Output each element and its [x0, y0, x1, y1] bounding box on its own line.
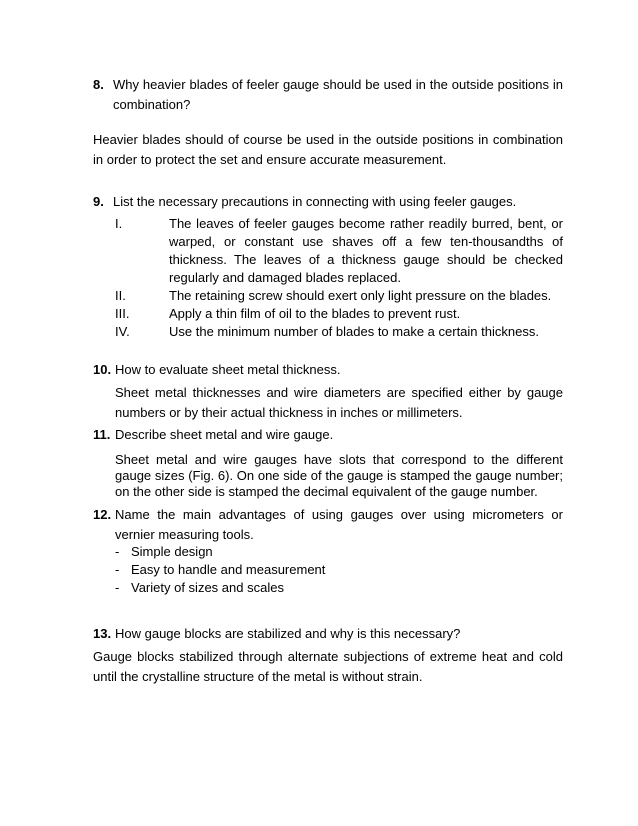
- question-text: Describe sheet metal and wire gauge.: [115, 427, 334, 442]
- list-item-text: Use the minimum number of blades to make a certain thickness.: [169, 324, 539, 339]
- answer-10: Sheet metal thicknesses and wire diameters are specified either by gauge numbers or by their actual thickness in inches or millimeters.: [115, 385, 563, 420]
- list-item: [115, 323, 563, 341]
- question-number: 9.: [93, 194, 104, 209]
- question-13: [93, 624, 563, 644]
- list-item-text: Simple design: [131, 544, 213, 559]
- question-8: [93, 75, 563, 115]
- question-number: 10.: [93, 362, 112, 377]
- question-9: [93, 192, 563, 212]
- list-item: [115, 543, 563, 561]
- list-item: [115, 215, 563, 287]
- question-text: List the necessary precautions in connecting with using feeler gauges.: [113, 194, 517, 209]
- question-number: 12.: [93, 507, 112, 522]
- list-item-text: Easy to handle and measurement: [131, 562, 326, 577]
- dash-bullet: -: [115, 562, 120, 577]
- list-item: [115, 287, 563, 305]
- list-item-text: Variety of sizes and scales: [131, 580, 284, 595]
- list-item-text: The leaves of feeler gauges become rather readily burred, bent, or warped, or constant use shaves off a few ten-thousandths of thickness. The leaves of a thickness gauge should be checked regularly and damaged blades replaced.: [169, 216, 563, 285]
- question-number: 8.: [93, 77, 104, 92]
- list-item: [115, 561, 563, 579]
- advantage-list: [115, 543, 563, 597]
- question-number: 11.: [93, 427, 111, 442]
- question-11: [93, 425, 563, 445]
- question-text: Name the main advantages of using gauges over using micrometers or vernier measuring tools.: [115, 507, 563, 542]
- roman-numeral: I.: [115, 216, 123, 231]
- answer-8: Heavier blades should of course be used in the outside positions in combination in order to protect the set and ensure accurate measurement.: [93, 132, 563, 167]
- list-item: [115, 305, 563, 323]
- question-text: How gauge blocks are stabilized and why is this necessary?: [115, 626, 461, 641]
- question-12: [93, 505, 563, 545]
- list-item: [115, 579, 563, 597]
- answer-13: Gauge blocks stabilized through alternate subjections of extreme heat and cold until the crystalline structure of the metal is without strain.: [93, 649, 563, 684]
- answer-11: Sheet metal and wire gauges have slots that correspond to the different gauge sizes (Fig. 6). On one side of the gauge is stamped the gauge number; on the other side is stamped the decimal equivalent of the gauge number.: [115, 452, 563, 499]
- roman-numeral: III.: [115, 306, 130, 321]
- question-text: How to evaluate sheet metal thickness.: [115, 362, 341, 377]
- question-10: [93, 360, 563, 380]
- list-item-text: Apply a thin film of oil to the blades to prevent rust.: [169, 306, 461, 321]
- roman-numeral: II.: [115, 288, 126, 303]
- question-text: Why heavier blades of feeler gauge should be used in the outside positions in combination?: [113, 77, 563, 112]
- dash-bullet: -: [115, 580, 120, 595]
- roman-numeral: IV.: [115, 324, 130, 339]
- precaution-list: [115, 215, 563, 341]
- question-number: 13.: [93, 626, 112, 641]
- list-item-text: The retaining screw should exert only light pressure on the blades.: [169, 288, 552, 303]
- dash-bullet: -: [115, 544, 120, 559]
